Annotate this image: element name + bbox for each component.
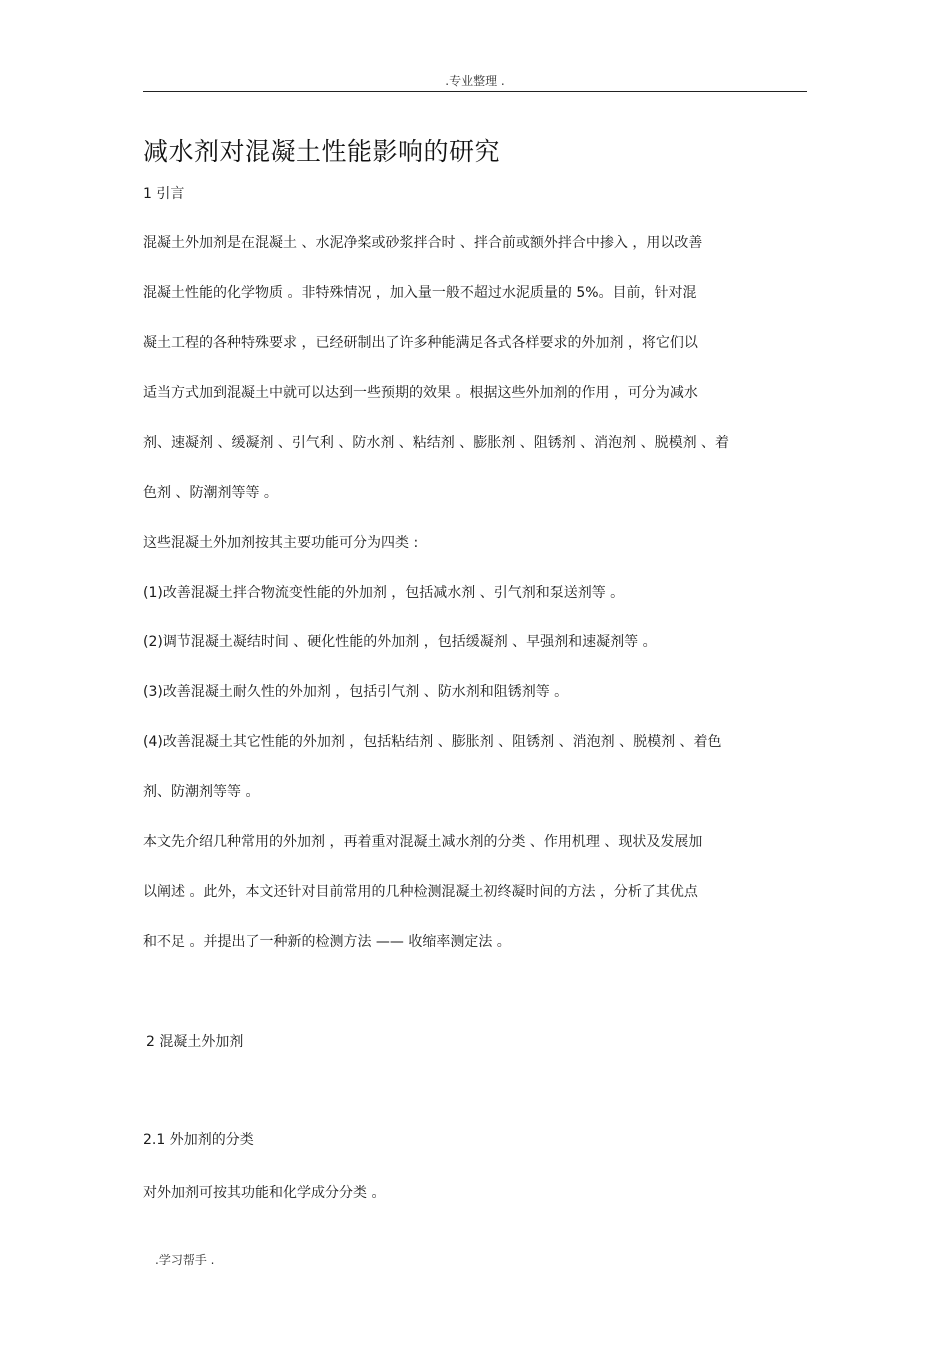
page-footer: .学习帮手 .: [155, 1253, 215, 1267]
paragraph-line: 混凝土外加剂是在混凝土 、水泥净桨或砂浆拌合时 、拌合前或额外拌合中掺入 ，用以改善: [143, 235, 703, 251]
paragraph-line: 凝土工程的各种特殊要求 ，已经研制出了许多种能满足各式各样要求的外加剂 ，将它们以: [143, 335, 698, 351]
list-item-continuation: 剂、防潮剂等等 。: [143, 784, 260, 800]
page-header: .专业整理 .: [445, 74, 505, 88]
list-item: (1)改善混凝土拌合物流变性能的外加剂 ，包括减水剂 、引气剂和泵送剂等 。: [143, 585, 625, 601]
paragraph-line: 适当方式加到混凝土中就可以达到一些预期的效果 。根据这些外加剂的作用 ，可分为减水: [143, 385, 698, 401]
paragraph-line: 混凝土性能的化学物质 。非特殊情况 ，加入量一般不超过水泥质量的 5%。目前，针对混: [143, 285, 697, 301]
section-2-heading: 2 混凝土外加剂: [146, 1034, 244, 1050]
header-divider: [143, 91, 807, 92]
section-1-heading: 1 引言: [143, 186, 185, 202]
list-item: (3)改善混凝土耐久性的外加剂 ，包括引气剂 、防水剂和阻锈剂等 。: [143, 684, 569, 700]
list-item: (2)调节混凝土凝结时间 、硬化性能的外加剂 ，包括缓凝剂 、早强剂和速凝剂等 。: [143, 634, 657, 650]
list-intro: 这些混凝土外加剂按其主要功能可分为四类 :: [143, 535, 419, 551]
paragraph-line: 色剂 、防潮剂等等 。: [143, 485, 278, 501]
paragraph-line: 和不足 。并提出了一种新的检测方法 —— 收缩率测定法 。: [143, 934, 511, 950]
document-title: 减水剂对混凝土性能影响的研究: [143, 137, 501, 166]
list-item: (4)改善混凝土其它性能的外加剂 ，包括粘结剂 、膨胀剂 、阻锈剂 、消泡剂 、脱模剂 、着色: [143, 734, 722, 750]
paragraph-line: 本文先介绍几种常用的外加剂 ，再着重对混凝土减水剂的分类 、作用机理 、现状及发展加: [143, 834, 703, 850]
subsection-2-1-heading: 2.1 外加剂的分类: [143, 1132, 254, 1148]
paragraph-line: 以阐述 。此外，本文还针对目前常用的几种检测混凝土初终凝时间的方法 ，分析了其优点: [143, 884, 698, 900]
subsection-paragraph: 对外加剂可按其功能和化学成分分类 。: [143, 1185, 386, 1201]
paragraph-line: 剂、速凝剂 、缓凝剂 、引气利 、防水剂 、粘结剂 、膨胀剂 、阻锈剂 、消泡剂 、脱模剂 、着: [143, 435, 730, 451]
